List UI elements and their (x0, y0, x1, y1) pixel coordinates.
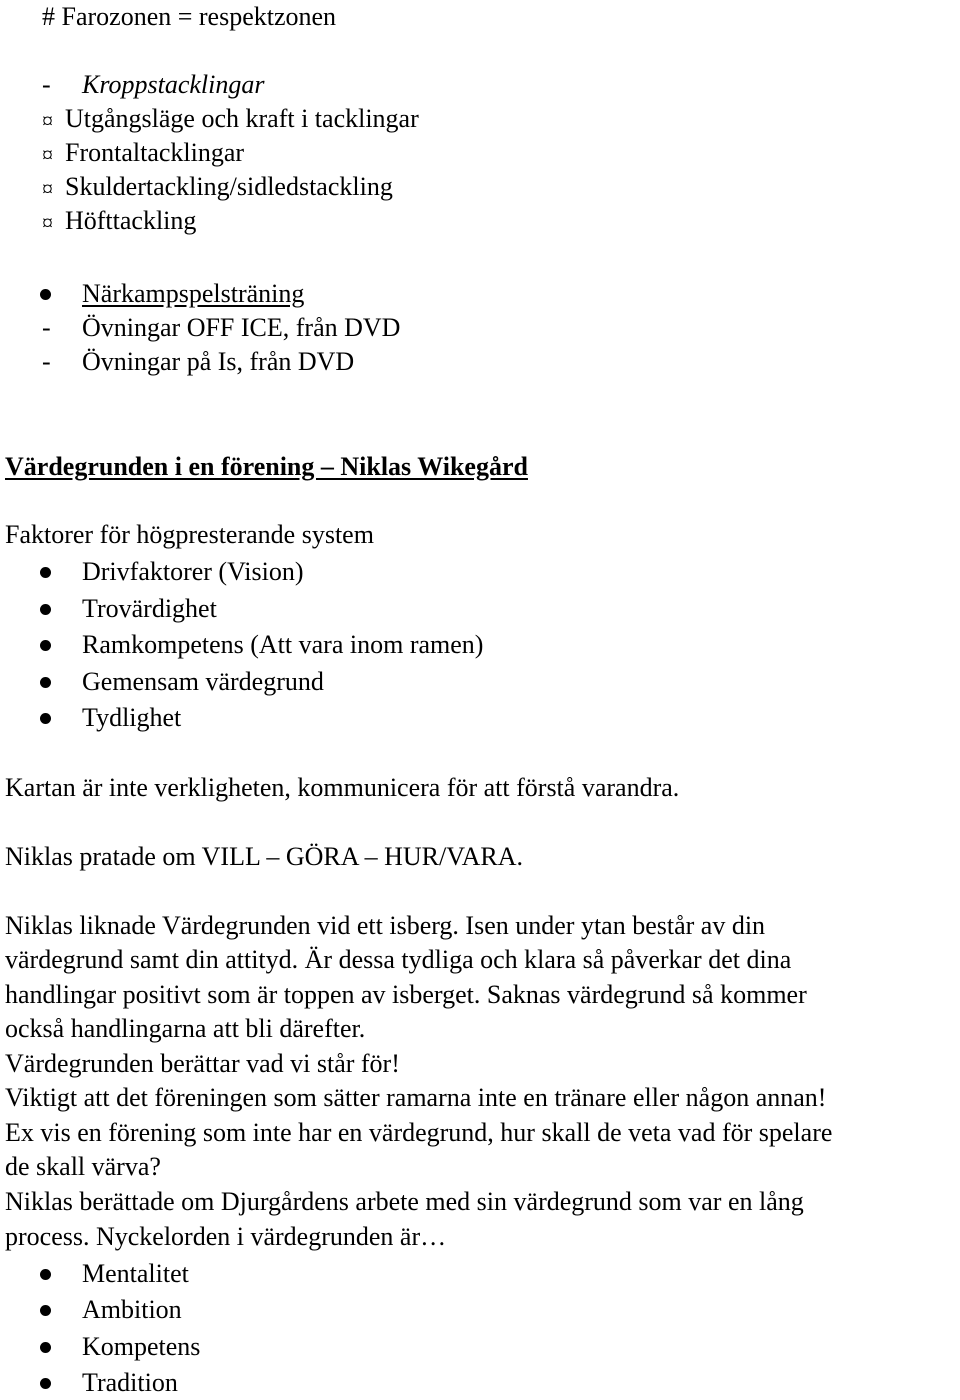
keyword-item: Kompetens (82, 1332, 201, 1361)
body-line: Ex vis en förening som inte har en värdegrund, hur skall de veta vad för spelare (5, 1118, 833, 1147)
tackling-title: Kroppstacklingar (82, 70, 265, 99)
currency-bullet-icon: ¤ (42, 142, 53, 167)
body-line: Niklas berättade om Djurgårdens arbete med sin värdegrund som var en lång (5, 1187, 804, 1216)
keyword-item: Mentalitet (82, 1259, 189, 1288)
factor-item: Tydlighet (82, 703, 182, 732)
bullet-icon (40, 1305, 51, 1316)
body-line: handlingar positivt som är toppen av isberget. Saknas värdegrund så kommer (5, 980, 807, 1009)
bullet-icon (40, 1378, 51, 1389)
tackling-item: Skuldertackling/sidledstackling (65, 172, 393, 201)
tackling-item: Frontaltacklingar (65, 138, 245, 167)
body-line: också handlingarna att bli därefter. (5, 1014, 366, 1043)
factor-item: Ramkompetens (Att vara inom ramen) (82, 630, 484, 659)
bullet-icon (40, 713, 51, 724)
currency-bullet-icon: ¤ (42, 210, 53, 235)
currency-bullet-icon: ¤ (42, 176, 53, 201)
keyword-item: Tradition (82, 1368, 178, 1397)
dash-marker: - (42, 313, 51, 342)
heading-farozonen: # Farozonen = respektzonen (42, 2, 337, 31)
bullet-icon (40, 1269, 51, 1280)
bullet-icon (40, 640, 51, 651)
dash-marker: - (42, 347, 51, 376)
bullet-icon (40, 567, 51, 578)
body-line: process. Nyckelorden i värdegrunden är… (5, 1222, 447, 1251)
narkamp-item: Övningar på Is, från DVD (82, 347, 355, 376)
factor-item: Gemensam värdegrund (82, 667, 324, 696)
currency-bullet-icon: ¤ (42, 108, 53, 133)
bullet-icon (40, 1342, 51, 1353)
body-line: de skall värva? (5, 1152, 161, 1181)
tackling-item: Höfttackling (65, 206, 197, 235)
bullet-icon (40, 289, 51, 300)
body-line: Viktigt att det föreningen som sätter ramarna inte en tränare eller någon annan! (5, 1083, 827, 1112)
bullet-icon (40, 604, 51, 615)
narkamp-item: Övningar OFF ICE, från DVD (82, 313, 401, 342)
factor-item: Trovärdighet (82, 594, 217, 623)
bullet-icon (40, 677, 51, 688)
narkamp-title: Närkampspelsträning (82, 279, 305, 308)
body-line: värdegrund samt din attityd. Är dessa tydliga och klara så påverkar det dina (5, 945, 792, 974)
body-line: Värdegrunden berättar vad vi står för! (5, 1049, 400, 1078)
dash-marker: - (42, 70, 51, 99)
tackling-item: Utgångsläge och kraft i tacklingar (65, 104, 419, 133)
factor-item: Drivfaktorer (Vision) (82, 557, 304, 586)
section-title: Värdegrunden i en förening – Niklas Wikegård (5, 452, 528, 481)
paragraph: Niklas pratade om VILL – GÖRA – HUR/VARA. (5, 842, 524, 871)
body-line: Niklas liknade Värdegrunden vid ett isberg. Isen under ytan består av din (5, 911, 766, 940)
paragraph: Kartan är inte verkligheten, kommunicera för att förstå varandra. (5, 773, 680, 802)
keyword-item: Ambition (82, 1295, 182, 1324)
factors-intro: Faktorer för högpresterande system (5, 520, 374, 549)
